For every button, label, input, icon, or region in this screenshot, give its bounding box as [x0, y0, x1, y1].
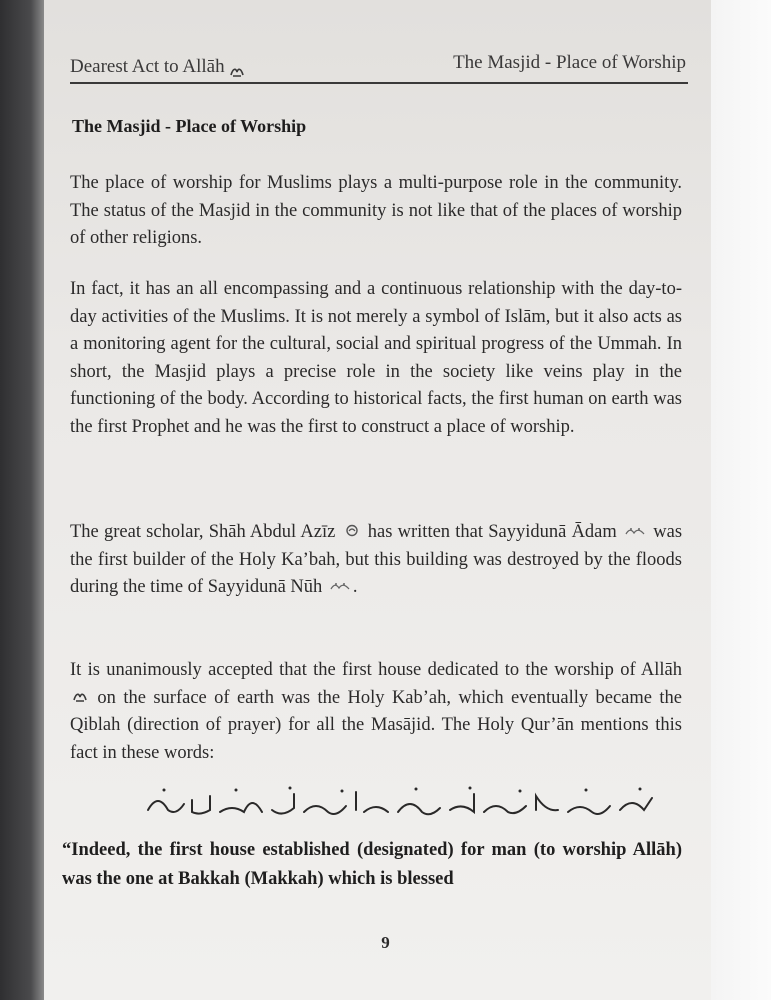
paragraph-4: It is unanimously accepted that the first house dedicated to the worship of Allāh on the surface of earth was the Holy Kab’ah, which eventually became the Qiblah (direction of prayer) for all the Masājid. The Holy Qur’ān mentions this fact in these words:: [70, 660, 683, 763]
honorific-glyph-icon: [625, 519, 645, 547]
honorific-glyph-icon: [344, 519, 360, 547]
paragraph-1: The place of worship for Muslims plays a multi-purpose role in the community. The status of the Masjid in the community is not like that of the places of worship of other religions.: [70, 173, 682, 249]
page-number: 9: [381, 933, 390, 952]
honorific-glyph-icon: [73, 685, 87, 713]
book-spine-shadow: [0, 0, 44, 1000]
running-head-left: Dearest Act to Allāh: [70, 56, 244, 78]
header-rule: [70, 82, 688, 84]
paragraph-3: The great scholar, Shāh Abdul Azīz has written that Sayyidunā Ādam was the first builder of the Holy Ka’bah, but this building was destroyed by the floods during the time of Sayyidunā Nūh .: [70, 519, 682, 602]
running-head: [70, 50, 686, 84]
verse-translation-quote: “Indeed, the first house established (designated) for man (to worship Allāh) was the one at Bakkah (Makkah) which is blessed: [62, 840, 682, 889]
paragraph-2: In fact, it has an all encompassing and a continuous relationship with the day-to-day activities of the Muslims. It is not merely a symbol of Islām, but it also acts as a monitoring agent for the cultural, social and spiritual progress of the Ummah. In short, the Masjid plays a precise role in the society like veins play in the functioning of the body. According to historical facts, the first human on earth was the first Prophet and he was the first to construct a place of worship.: [70, 279, 682, 437]
arabic-verse-calligraphy: [140, 782, 660, 822]
honorific-glyph-icon: [230, 62, 244, 74]
running-head-right: The Masjid - Place of Worship: [453, 52, 686, 73]
page-edge: [711, 0, 771, 1000]
section-heading: The Masjid - Place of Worship: [72, 116, 307, 136]
honorific-glyph-icon: [330, 574, 350, 602]
